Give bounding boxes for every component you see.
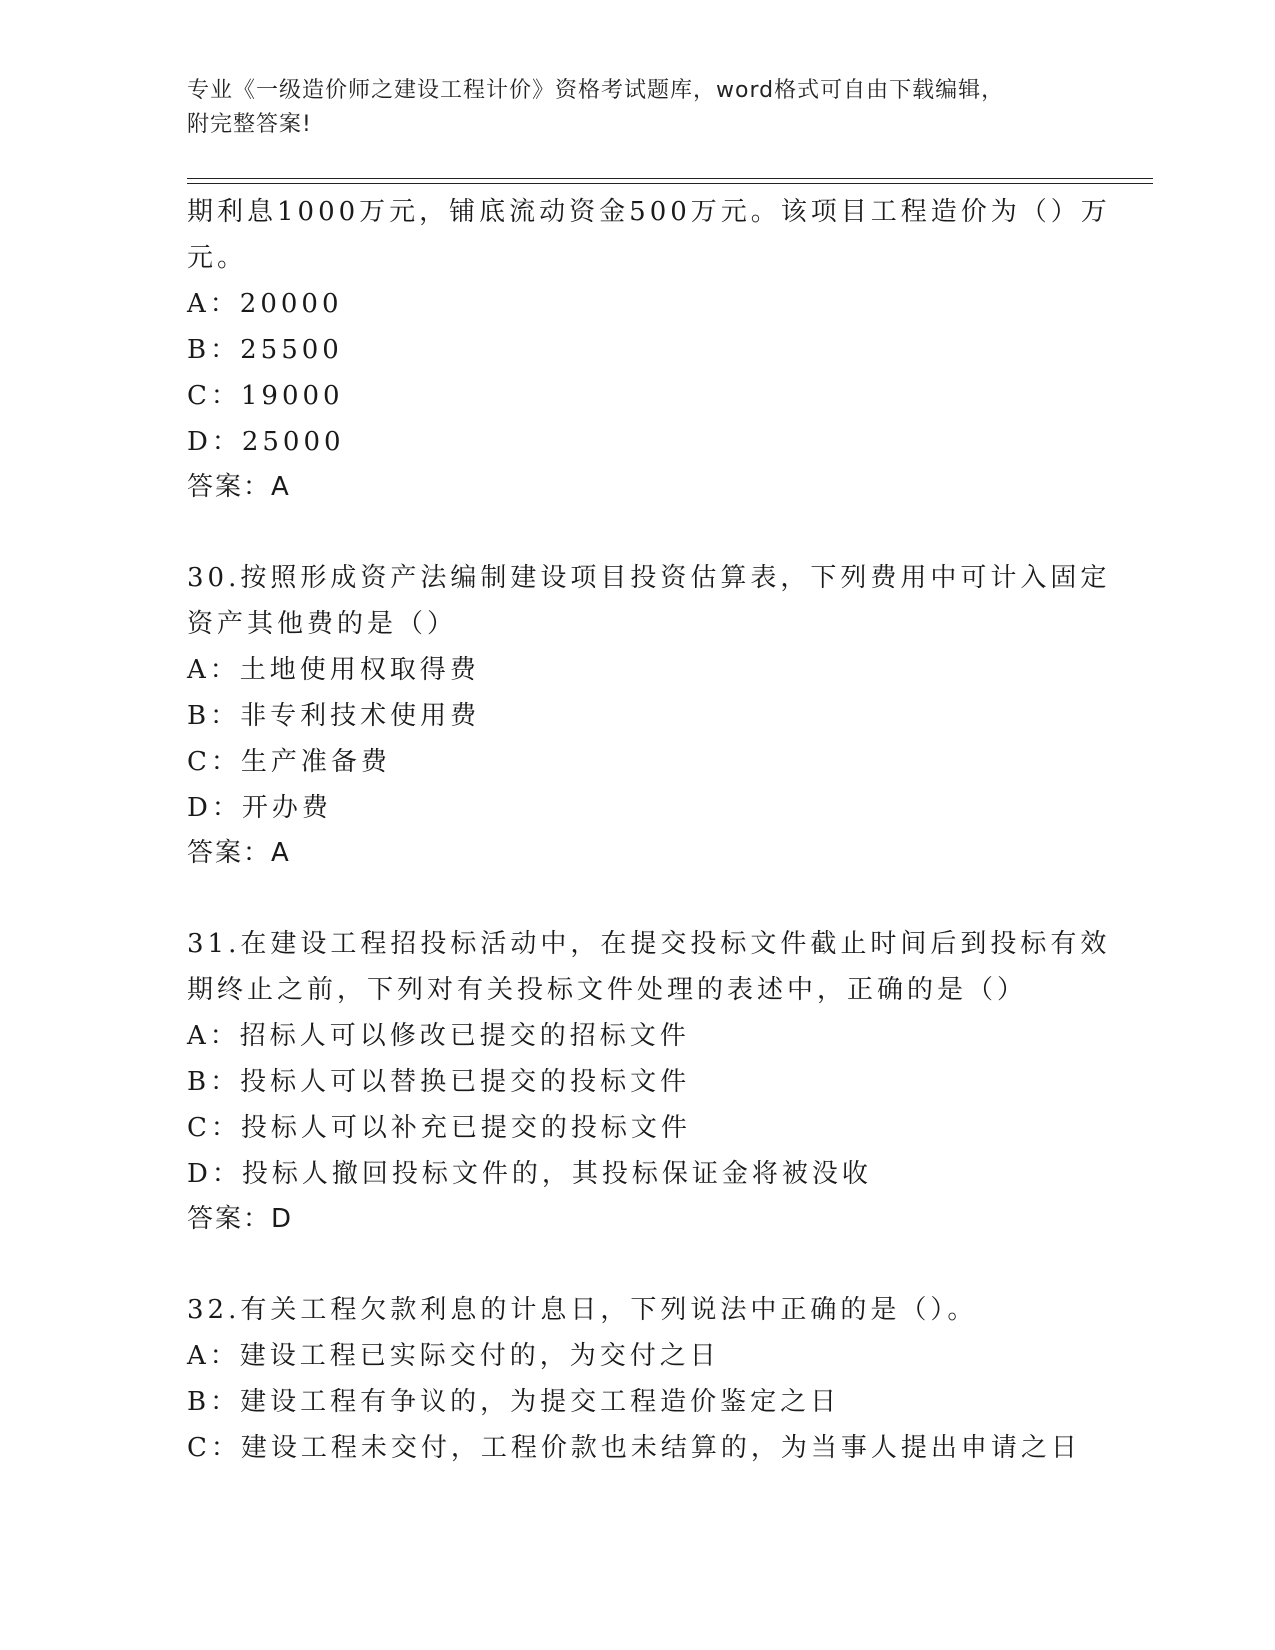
question-block <box>187 1287 1087 1471</box>
option-d: D：投标人撤回投标文件的，其投标保证金将被没收 <box>187 1159 872 1189</box>
question-stem-line: 30.按照形成资产法编制建设项目投资估算表，下列费用中可计入固定 <box>187 563 1111 593</box>
option-c: C：投标人可以补充已提交的投标文件 <box>187 1113 691 1143</box>
answer-line: 答案：A <box>187 838 291 868</box>
question-stem-line: 期终止之前，下列对有关投标文件处理的表述中，正确的是（） <box>187 975 1028 1005</box>
question-stem-line: 32.有关工程欠款利息的计息日，下列说法中正确的是（）。 <box>187 1295 978 1325</box>
header-line-1: 专业《一级造价师之建设工程计价》资格考试题库，word格式可自由下载编辑， <box>187 78 1005 103</box>
option-a: A：土地使用权取得费 <box>187 655 480 685</box>
header-divider-bottom <box>187 183 1153 184</box>
option-a: A：建设工程已实际交付的，为交付之日 <box>187 1341 720 1371</box>
option-d: D：25000 <box>187 427 345 457</box>
option-b: B：投标人可以替换已提交的投标文件 <box>187 1067 691 1097</box>
answer-line: 答案：A <box>187 472 291 502</box>
question-block <box>187 555 1111 875</box>
question-list <box>187 189 1111 1471</box>
header-line-2: 附完整答案! <box>187 112 312 137</box>
question-stem-line: 31.在建设工程招投标活动中，在提交投标文件截止时间后到投标有效 <box>187 929 1111 959</box>
option-b: B：非专利技术使用费 <box>187 701 481 731</box>
option-c: C：19000 <box>187 381 344 411</box>
option-d: D：开办费 <box>187 793 332 823</box>
question-stem-line: 元。 <box>187 243 248 273</box>
question-stem-line: 期利息1000万元，铺底流动资金500万元。该项目工程造价为（）万 <box>187 197 1111 227</box>
answer-line: 答案：D <box>187 1204 294 1234</box>
page-header <box>187 74 1087 142</box>
header-divider-top <box>187 178 1153 179</box>
option-b: B：建设工程有争议的，为提交工程造价鉴定之日 <box>187 1387 841 1417</box>
option-c: C：生产准备费 <box>187 747 391 777</box>
question-block <box>187 189 1111 509</box>
option-c: C：建设工程未交付，工程价款也未结算的，为当事人提出申请之日 <box>187 1433 1081 1463</box>
question-block <box>187 921 1111 1241</box>
option-a: A：20000 <box>187 289 343 319</box>
option-a: A：招标人可以修改已提交的招标文件 <box>187 1021 690 1051</box>
question-stem-line: 资产其他费的是（） <box>187 609 458 639</box>
option-b: B：25500 <box>187 335 343 365</box>
